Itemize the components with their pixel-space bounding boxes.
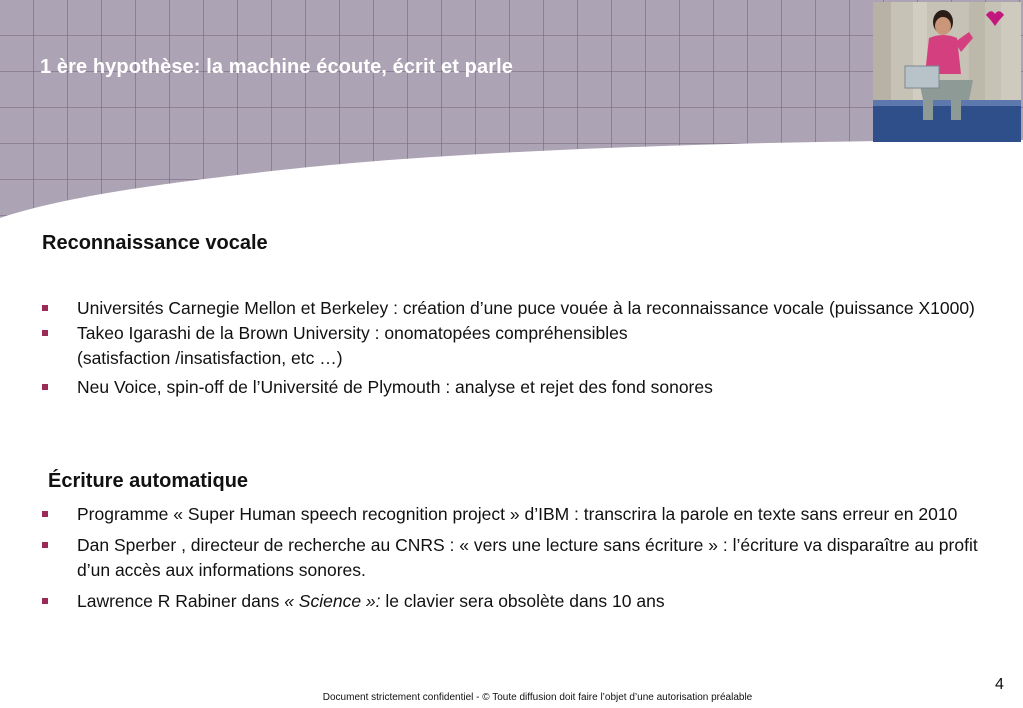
bullet-marker (42, 305, 48, 311)
bullet-marker (42, 330, 48, 336)
list-item: Takeo Igarashi de la Brown University : onomatopées compréhensibles (satisfaction /insatisfaction, etc …) (42, 321, 992, 371)
bullet-marker (42, 384, 48, 390)
reconnaissance-bullet-list (42, 296, 992, 400)
section-heading-ecriture: Écriture automatique (48, 470, 249, 492)
list-item: Dan Sperber , directeur de recherche au CNRS : « vers une lecture sans écriture » : l’écriture va disparaître au profit d’un accès aux informations sonores. (42, 533, 992, 583)
bullet-marker (42, 511, 48, 517)
header-grid-band (0, 0, 1023, 220)
woman-with-laptop-photo (873, 2, 1021, 142)
bullet-marker (42, 598, 48, 604)
bullet-marker (42, 542, 48, 548)
section-heading-reconnaissance: Reconnaissance vocale (42, 232, 268, 254)
list-item: Universités Carnegie Mellon et Berkeley : création d’une puce vouée à la reconnaissance vocale (puissance X1000) (42, 296, 992, 321)
list-item: Neu Voice, spin-off de l’Université de Plymouth : analyse et rejet des fond sonores (42, 375, 992, 400)
page-number: 4 (995, 676, 1004, 693)
list-item: Lawrence R Rabiner dans « Science »: le clavier sera obsolète dans 10 ans (42, 589, 992, 614)
list-item: Programme « Super Human speech recognition project » d’IBM : transcrira la parole en texte sans erreur en 2010 (42, 502, 992, 527)
confidentiality-footer: Document strictement confidentiel - © Toute diffusion doit faire l’objet d’une autorisation préalable (322, 692, 753, 703)
slide-title: 1 ère hypothèse: la machine écoute, écrit et parle (40, 56, 513, 78)
ecriture-bullet-list (42, 502, 992, 614)
